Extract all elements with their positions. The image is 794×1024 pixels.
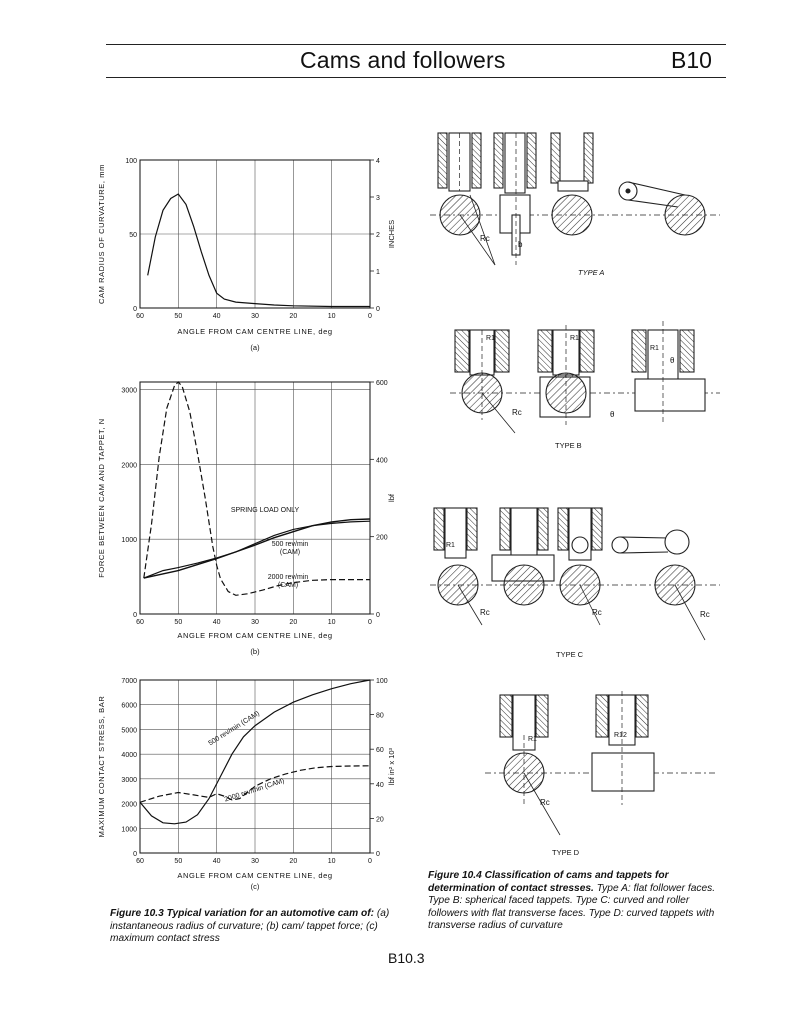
type-c-rc2-label: Rc [592, 608, 602, 617]
y2-tick-label: 0 [376, 306, 380, 313]
y-tick-label: 2000 [121, 801, 137, 809]
type-c-diagram [430, 508, 720, 640]
type-c-label: TYPE C [556, 650, 584, 659]
figure-10-3-caption-body: (a) instantaneous radius of curvature; (b) cam/ tappet force; (c) maximum contact stress [110, 908, 390, 945]
x-tick-label: 20 [289, 619, 298, 626]
y-tick-label: 5000 [121, 727, 137, 735]
y2-axis-label: lbf in² x 10³ [387, 747, 396, 786]
y-axis-label: FORCE BETWEEN CAM AND TAPPET, N [97, 418, 106, 578]
y-tick-label: 1000 [121, 537, 137, 545]
x-tick-label: 30 [251, 313, 259, 320]
y2-tick-label: 80 [376, 712, 384, 720]
chart-b [90, 378, 400, 660]
y2-tick-label: 0 [376, 851, 380, 858]
x-tick-label: 60 [136, 858, 144, 865]
series-line-spring-load-only [144, 519, 370, 578]
series-line-radius-of-curvature [148, 194, 370, 307]
annotation-label-line2: (CAM) [277, 582, 299, 589]
type-c-rc3-label: Rc [700, 610, 710, 619]
type-d-r12-label: R12 [614, 732, 627, 739]
y-tick-label: 0 [133, 306, 137, 313]
figure-10-4-caption-title: Figure 10.4 Classification of cams and tappets for determination of contact stresses. [428, 870, 669, 894]
y2-tick-label: 600 [376, 380, 388, 387]
type-a-diagram [430, 133, 720, 265]
y2-tick-label: 200 [376, 534, 388, 542]
chart-a [90, 150, 400, 355]
type-c-rc1-label: Rc [480, 608, 490, 617]
page-title: Cams and followers [300, 47, 506, 73]
y2-tick-label: 1 [376, 269, 380, 276]
x-tick-label: 50 [174, 858, 183, 865]
y2-tick-label: 2 [376, 232, 380, 239]
annotation-label-line2: (CAM) [279, 549, 301, 556]
type-b-r1b-label: R1 [570, 335, 579, 342]
y2-tick-label: 3 [376, 195, 380, 202]
y2-tick-label: 60 [376, 747, 384, 755]
annotation-label: SPRING LOAD ONLY [230, 507, 300, 514]
page-number: B10.3 [388, 950, 425, 966]
type-d-rc-label: Rc [540, 798, 550, 807]
type-d-r1-label: R1 [528, 736, 537, 743]
annotation-label: 2000 rev/min (CAM) [223, 777, 286, 804]
type-a-b-label: b [518, 240, 523, 249]
y-tick-label: 6000 [121, 702, 137, 710]
y-tick-label: 3000 [121, 387, 137, 395]
y-tick-label: 1000 [121, 826, 137, 834]
series-line-2000-rev-min-cam- [144, 382, 370, 595]
x-tick-label: 20 [289, 858, 298, 865]
y2-axis-label: INCHES [387, 219, 396, 249]
y2-tick-label: 20 [376, 816, 384, 824]
x-tick-label: 40 [212, 619, 221, 626]
y-tick-label: 4000 [121, 752, 137, 760]
type-b-label: TYPE B [555, 441, 582, 450]
x-tick-label: 30 [251, 619, 259, 626]
section-code: B10 [671, 47, 712, 73]
y2-tick-label: 100 [376, 678, 388, 685]
x-tick-label: 40 [212, 858, 221, 865]
figure-10-4-caption [428, 870, 720, 933]
x-tick-label: 0 [368, 858, 372, 865]
x-tick-label: 0 [368, 313, 372, 320]
cam-tappet-diagram [420, 125, 730, 865]
annotation-label: 2000 rev/min [267, 574, 309, 581]
x-tick-label: 50 [174, 619, 183, 626]
y2-axis-label: lbf [387, 494, 396, 502]
x-axis-label: ANGLE FROM CAM CENTRE LINE, deg [177, 327, 333, 336]
type-b-r1c-label: R1 [650, 345, 659, 352]
panel-label: (b) [250, 647, 260, 656]
header-rule-bottom [106, 77, 726, 78]
y-axis-label: MAXIMUM CONTACT STRESS, BAR [97, 695, 106, 838]
y-axis-label: CAM RADIUS OF CURVATURE, mm [97, 164, 106, 304]
annotation-label: 500 rev/min (CAM) [207, 710, 261, 748]
type-b-theta2-label: θ [670, 356, 675, 365]
y2-tick-label: 0 [376, 612, 380, 619]
type-d-diagram [485, 691, 715, 835]
y-tick-label: 50 [129, 232, 137, 239]
panel-label: (a) [250, 343, 260, 352]
x-tick-label: 10 [327, 313, 336, 320]
panel-label: (c) [250, 882, 260, 891]
x-tick-label: 60 [136, 619, 144, 626]
x-axis-label: ANGLE FROM CAM CENTRE LINE, deg [177, 871, 333, 880]
type-b-r1a-label: R1 [486, 335, 495, 342]
annotation-label: 500 rev/min [271, 541, 309, 548]
x-tick-label: 50 [174, 313, 183, 320]
y-tick-label: 3000 [121, 776, 137, 784]
header-rule-top [106, 44, 726, 45]
y-tick-label: 100 [125, 158, 137, 165]
y-tick-label: 0 [133, 851, 137, 858]
type-c-r1-label: R1 [446, 542, 455, 549]
y-tick-label: 2000 [121, 462, 137, 470]
y2-tick-label: 40 [376, 781, 384, 789]
figure-10-4-caption-body: Type A: flat follower faces. Type B: spherical faced tappets. Type C: curved and roller followers with flat transverse faces. Type D: curved tappets with transverse radius of curvature [428, 882, 716, 932]
type-b-theta-label: θ [610, 410, 615, 419]
x-tick-label: 20 [289, 313, 298, 320]
x-tick-label: 40 [212, 313, 221, 320]
y-tick-label: 0 [133, 612, 137, 619]
type-a-rc-label: Rc [480, 234, 490, 243]
y2-tick-label: 4 [376, 158, 380, 165]
y-tick-label: 7000 [121, 678, 137, 685]
type-b-rc-label: Rc [512, 408, 522, 417]
x-tick-label: 10 [327, 619, 336, 626]
chart-c [90, 670, 400, 895]
series-line-500-rev-min-cam- [144, 521, 370, 578]
x-tick-label: 0 [368, 619, 372, 626]
x-tick-label: 30 [251, 858, 259, 865]
y2-tick-label: 400 [376, 457, 388, 465]
type-d-label: TYPE D [552, 848, 580, 857]
x-tick-label: 10 [327, 858, 336, 865]
x-axis-label: ANGLE FROM CAM CENTRE LINE, deg [177, 631, 333, 640]
x-tick-label: 60 [136, 313, 144, 320]
figure-10-3-caption-title: Figure 10.3 Typical variation for an automotive cam of: [110, 908, 374, 919]
figure-10-3-caption [110, 908, 402, 946]
type-a-label: TYPE A [578, 268, 605, 277]
